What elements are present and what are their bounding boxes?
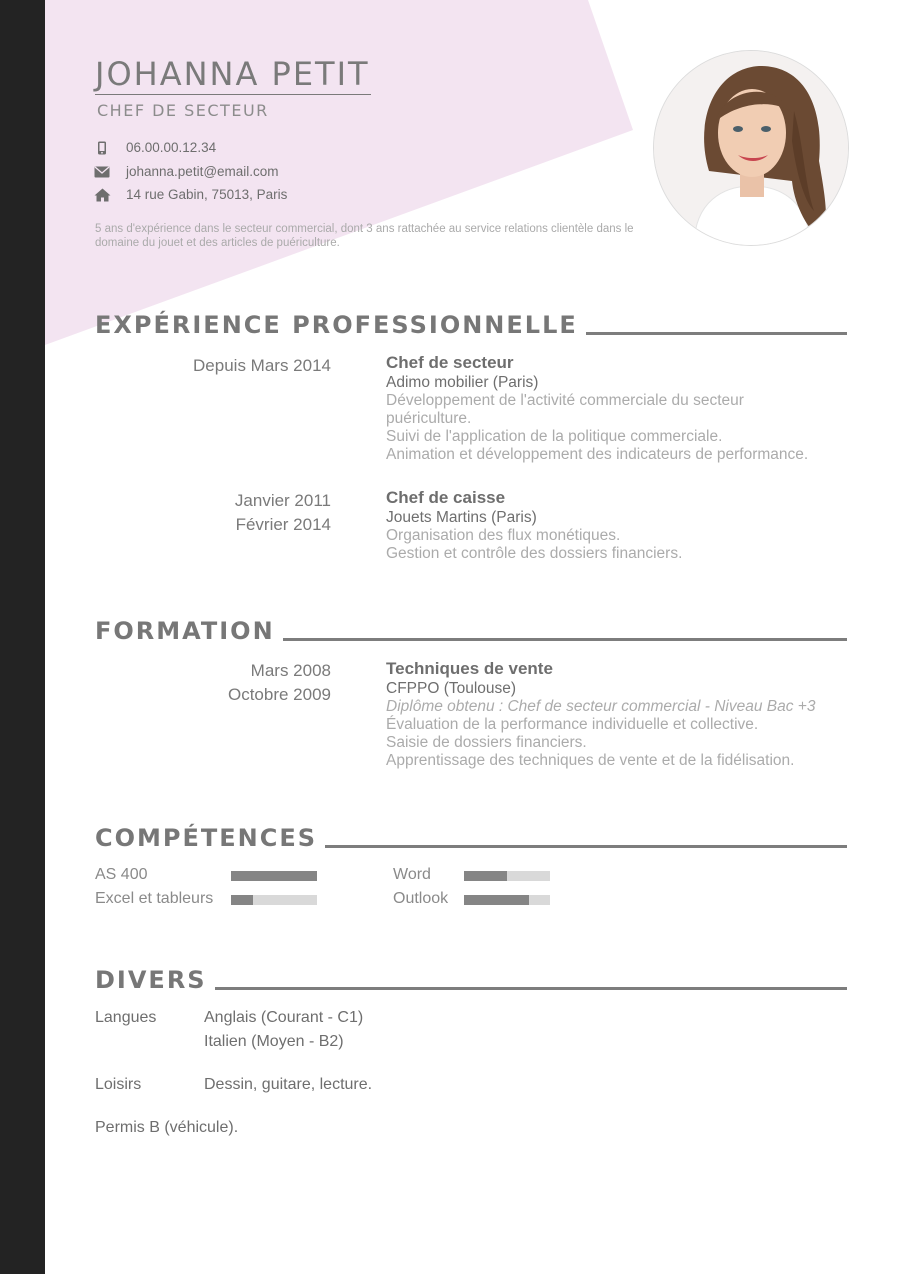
candidate-name: JOHANNA PETIT [95, 55, 370, 93]
postal-address: 14 rue Gabin, 75013, Paris [126, 187, 288, 202]
entry-organization: Jouets Martins (Paris) [386, 509, 537, 526]
left-sidebar-band [0, 0, 45, 1274]
skill-bar-fill [231, 871, 317, 881]
phone-number: 06.00.00.12.34 [126, 140, 217, 155]
envelope-icon [93, 165, 111, 179]
entry-organization: CFPPO (Toulouse) [386, 680, 517, 697]
skill-bar [464, 895, 550, 905]
permis-text: Permis B (véhicule). [95, 1119, 239, 1136]
experience-date-1 [193, 354, 331, 378]
experience-entry-2 [386, 487, 856, 563]
entry-line: Saisie de dossiers financiers. [386, 734, 587, 751]
langues-label: Langues [95, 1009, 157, 1026]
loisirs-label: Loisirs [95, 1076, 142, 1093]
competences-section-header [95, 824, 847, 852]
entry-role: Techniques de vente [386, 659, 553, 678]
contact-address [93, 187, 287, 202]
experience-rule [586, 332, 847, 335]
formation-title: FORMATION [95, 617, 275, 645]
formation-entry-1 [386, 658, 856, 770]
experience-entry-1 [386, 352, 856, 464]
date-line: Octobre 2009 [227, 685, 331, 704]
date-line: Janvier 2011 [234, 491, 331, 510]
entry-line: puériculture. [386, 410, 472, 427]
entry-line: Développement de l'activité commerciale du secteur [386, 392, 744, 409]
name-underline [95, 94, 371, 95]
job-title: CHEF DE SECTEUR [97, 101, 269, 120]
date-line: Février 2014 [235, 515, 331, 534]
skill-label: Word [393, 866, 431, 883]
skill-label: Outlook [393, 890, 449, 907]
entry-role: Chef de caisse [386, 488, 506, 507]
competences-title: COMPÉTENCES [95, 824, 318, 852]
profile-photo [653, 50, 849, 246]
entry-line: Évaluation de la performance individuelle et collective. [386, 716, 759, 733]
mobile-phone-icon [93, 141, 111, 155]
competences-rule [325, 845, 847, 848]
formation-section-header [95, 617, 847, 645]
profile-summary: 5 ans d'expérience dans le secteur commercial, dont 3 ans rattachée au service relations clientèle dans le domaine du jouet et des articles de puériculture. [95, 223, 634, 249]
entry-organization: Adimo mobilier (Paris) [386, 374, 539, 391]
language-item: Anglais (Courant - C1) [204, 1009, 364, 1026]
language-item: Italien (Moyen - B2) [204, 1033, 344, 1050]
skill-bar [231, 871, 317, 881]
entry-line: Apprentissage des techniques de vente et de la fidélisation. [386, 752, 795, 769]
experience-title: EXPÉRIENCE PROFESSIONNELLE [95, 311, 578, 339]
experience-section-header [95, 311, 847, 339]
entry-line: Suivi de l'application de la politique commerciale. [386, 428, 723, 445]
entry-line: Organisation des flux monétiques. [386, 527, 621, 544]
skill-label: Excel et tableurs [95, 890, 214, 907]
contact-phone [93, 140, 216, 155]
formation-date-1 [228, 659, 331, 707]
email-address: johanna.petit@email.com [126, 164, 279, 179]
skill-label: AS 400 [95, 866, 148, 883]
entry-line: Gestion et contrôle des dossiers financiers. [386, 545, 683, 562]
entry-role: Chef de secteur [386, 353, 514, 372]
skill-bar [231, 895, 317, 905]
contact-email [93, 164, 279, 179]
loisirs-value: Dessin, guitare, lecture. [204, 1076, 373, 1093]
skill-bar-fill [464, 895, 529, 905]
divers-section-header [95, 966, 847, 994]
date-line: Depuis Mars 2014 [193, 356, 331, 375]
skill-bar-fill [231, 895, 253, 905]
date-line: Mars 2008 [250, 661, 331, 680]
home-icon [93, 188, 111, 202]
entry-diploma: Diplôme obtenu : Chef de secteur commercial - Niveau Bac +3 [386, 698, 816, 715]
entry-line: Animation et développement des indicateurs de performance. [386, 446, 809, 463]
divers-title: DIVERS [95, 966, 207, 994]
divers-rule [215, 987, 847, 990]
experience-date-2 [235, 489, 331, 537]
skill-bar-fill [464, 871, 507, 881]
skill-bar [464, 871, 550, 881]
formation-rule [283, 638, 847, 641]
